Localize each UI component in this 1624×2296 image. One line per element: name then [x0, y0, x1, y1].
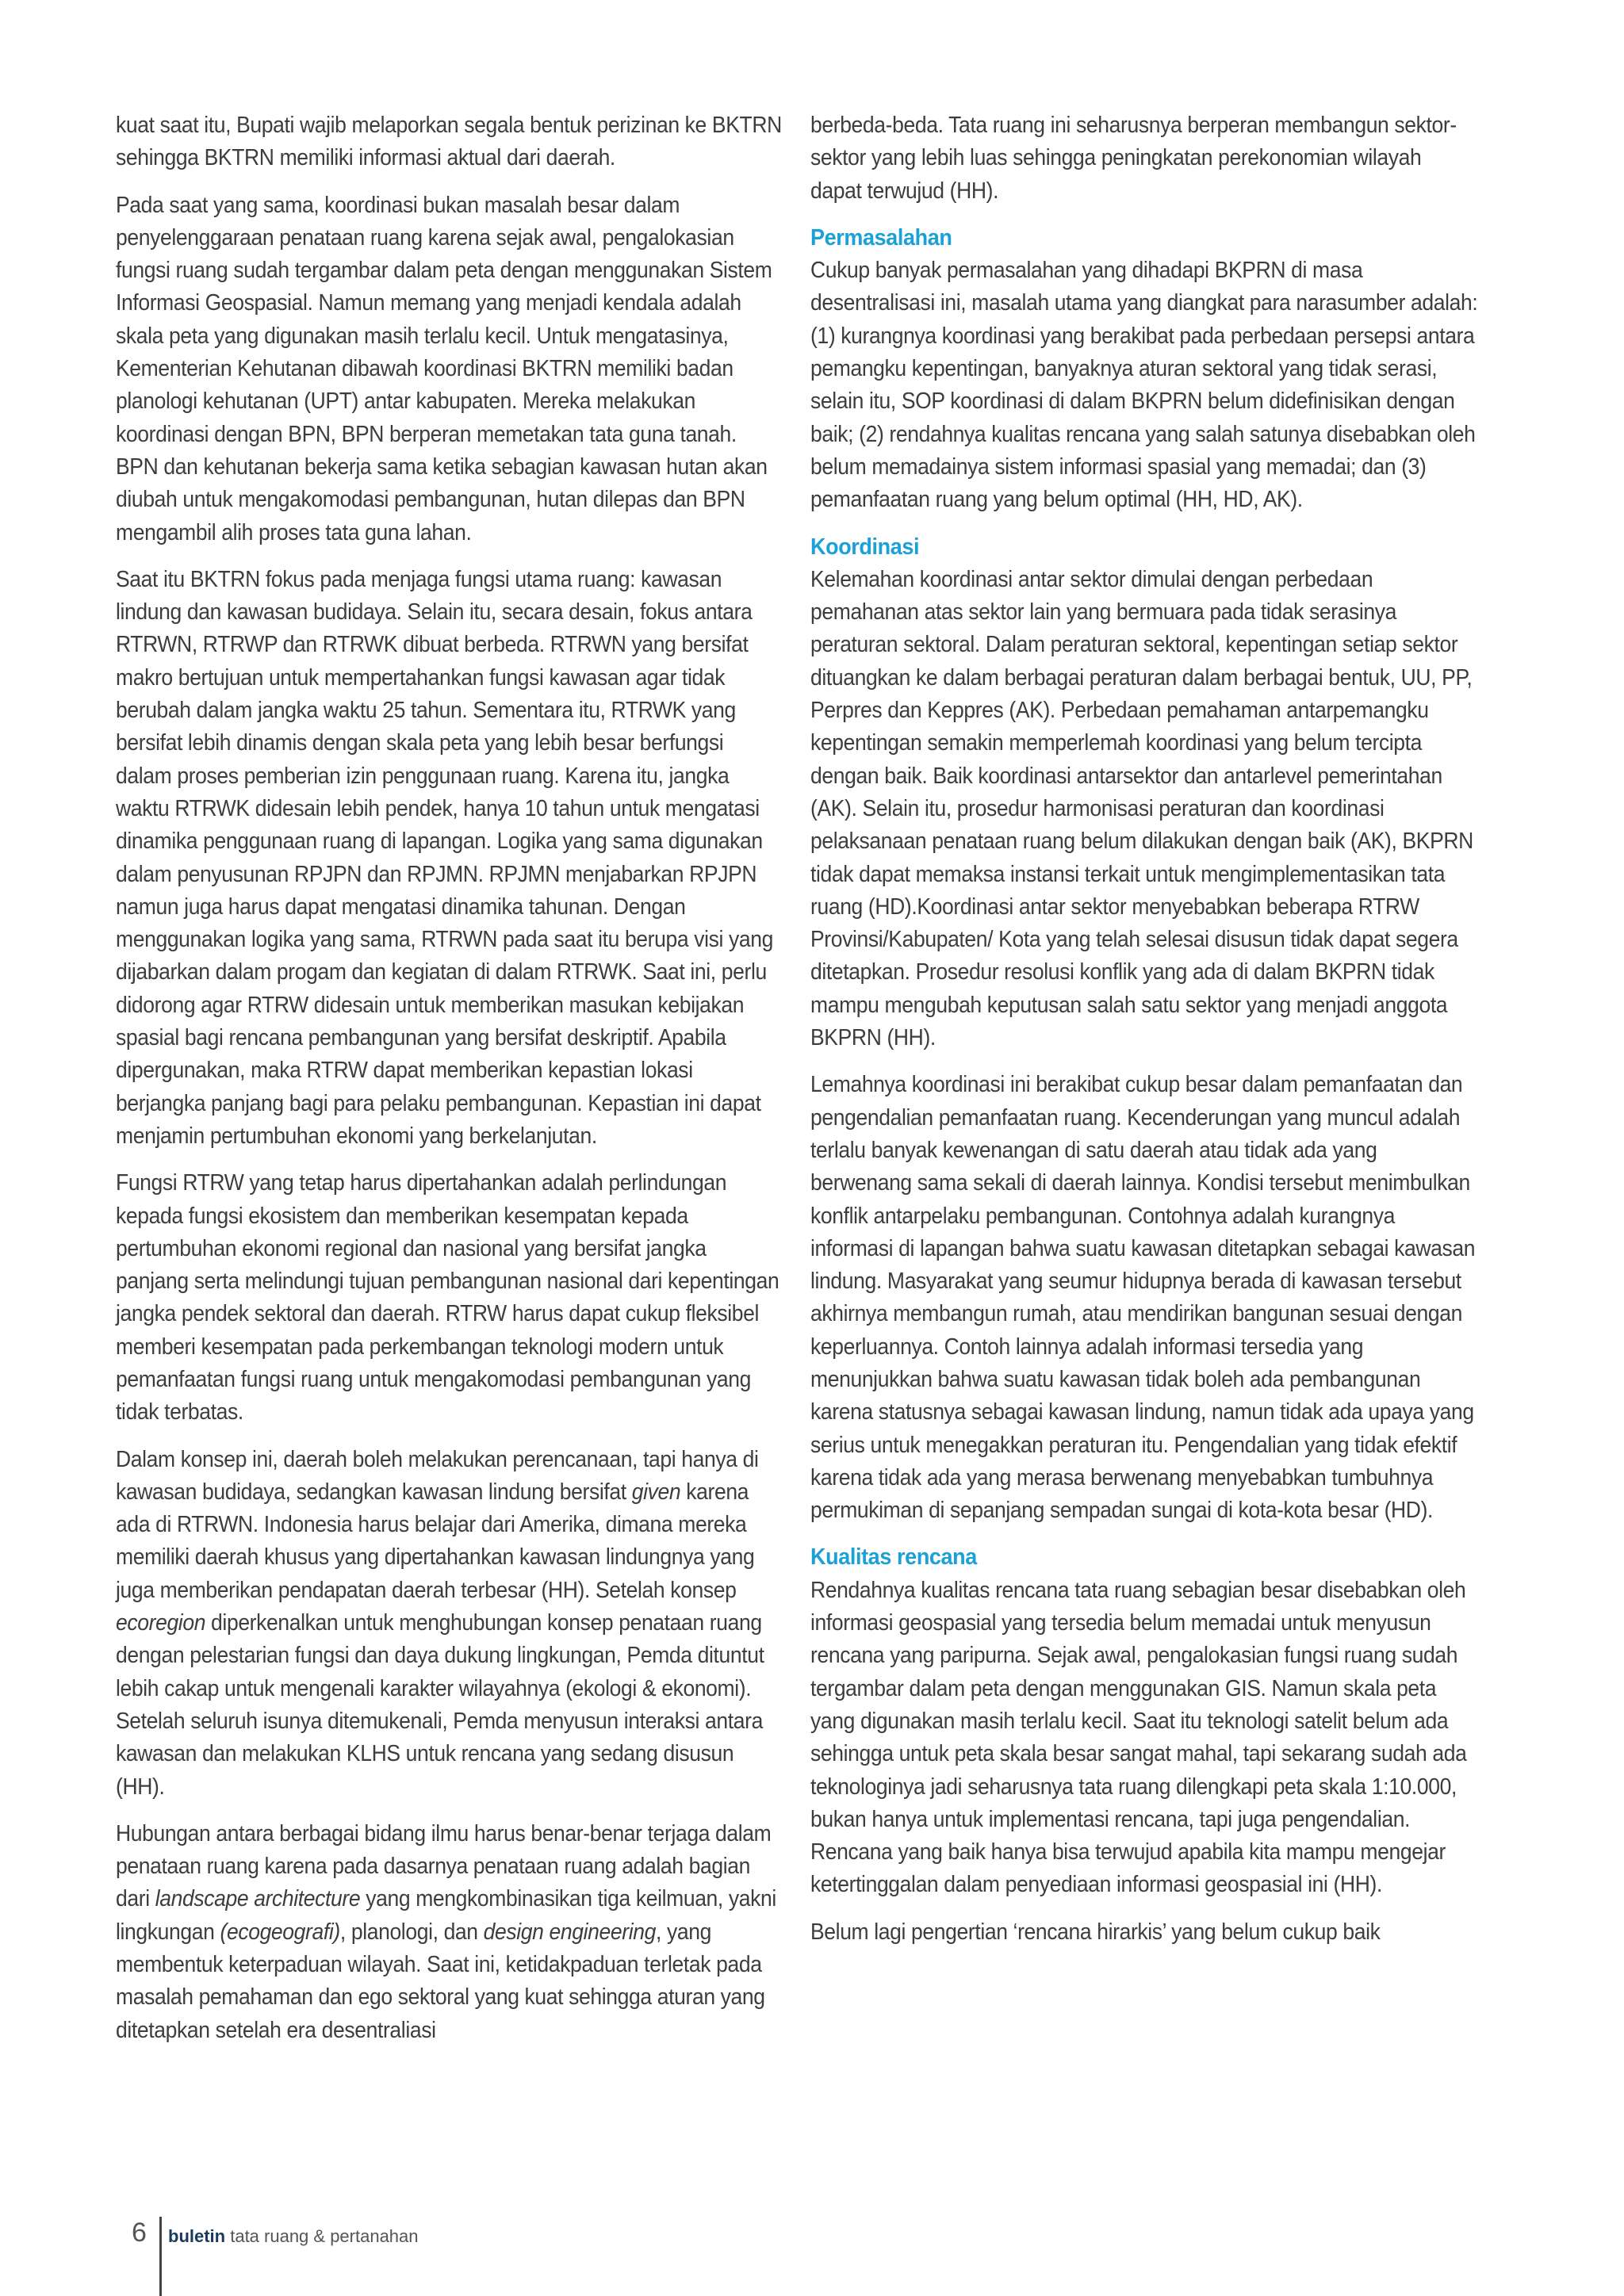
right-paragraph-2: Cukup banyak permasalahan yang dihadapi BKPRN di masa desentralisasi ini, masalah utama yang diangkat para narasumber adalah: (1) kurangnya koordinasi yang berakibat pada perbedaan persepsi antara pemangku kepentingan, banyaknya aturan sektoral yang tidak serasi, selain itu, SOP koordinasi di dalam BKPRN belum didefinisikan dengan baik; (2) rendahnya kualitas rencana yang salah satunya disebabkan oleh belum memadainya sistem informasi spasial yang memadai; dan (3) pemanfaatan ruang yang belum optimal (HH, HD, AK).	[810, 258, 1478, 513]
section-heading-koordinasi: Koordinasi	[810, 534, 920, 560]
left-paragraph-4: Fungsi RTRW yang tetap harus dipertahankan adalah perlindungan kepada fungsi ekosistem dan memberikan kesempatan kepada pertumbuhan ekonomi regional dan nasional yang bersifat jangka panjang serta melindungi tujuan pembangunan nasional dari kepentingan jangka pendek sektoral dan daerah. RTRW harus dapat cukup fleksibel memberi kesempatan pada perkembangan teknologi modern untuk pemanfaatan fungsi ruang untuk mengakomodasi pembangunan yang tidak terbatas.	[116, 1170, 779, 1425]
left-column	[116, 109, 783, 2061]
left-paragraph-3: Saat itu BKTRN fokus pada menjaga fungsi utama ruang: kawasan lindung dan kawasan budidaya. Selain itu, secara desain, fokus antara RTRWN, RTRWP dan RTRWK dibuat berbeda. RTRWN yang bersifat makro bertujuan untuk mempertahankan fungsi kawasan agar tidak berubah dalam jangka waktu 25 tahun. Sementara itu, RTRWK yang bersifat lebih dinamis dengan skala peta yang lebih besar berfungsi dalam proses pemberian izin penggunaan ruang. Karena itu, jangka waktu RTRWK didesain lebih pendek, hanya 10 tahun untuk mengatasi dinamika penggunaan ruang di lapangan. Logika yang sama digunakan dalam penyusunan RPJPN dan RPJMN. RPJMN menjabarkan RPJPN namun juga harus dapat mengatasi dinamika tahunan. Dengan menggunakan logika yang sama, RTRWN pada saat itu berupa visi yang dijabarkan dalam progam dan kegiatan di dalam RTRWK. Saat ini, perlu didorong agar RTRW didesain untuk memberikan masukan kebijakan spasial bagi rencana pembangunan yang bersifat deskriptif. Apabila dipergunakan, maka RTRW dapat memberikan kepastian lokasi berjangka panjang bagi para pelaku pembangunan. Kepastian ini dapat menjamin pertumbuhan ekonomi yang berkelanjutan.	[116, 566, 774, 1149]
left-paragraph-6	[116, 1818, 783, 2047]
section-heading-permasalahan: Permasalahan	[810, 224, 952, 251]
text-run: , yang membentuk keterpaduan wilayah. Saat ini, ketidakpaduan terletak pada masalah pemahaman dan ego sektoral yang kuat sehingga aturan yang ditetapkan setelah era desentraliasi	[116, 1919, 765, 2043]
text-run: karena ada di RTRWN. Indonesia harus belajar dari Amerika, dimana mereka memiliki daerah khusus yang dipertahankan kawasan lindungnya yang juga memberikan pendapatan daerah terbesar (HH). Setelah konsep	[116, 1479, 755, 1603]
text-run: diperkenalkan untuk menghubungan konsep penataan ruang dengan pelestarian fungsi dan daya dukung lingkungan, Pemda dituntut lebih cakap untuk mengenali karakter wilayahnya (ekologi & ekonomi). Setelah seluruh isunya ditemukenali, Pemda menyusun interaksi antara kawasan dan melakukan KLHS untuk rencana yang sedang disusun (HH).	[116, 1610, 764, 1800]
page-number: 6	[132, 2218, 147, 2248]
text-run: Hubungan antara berbagai bidang ilmu harus benar-benar terjaga dalam penataan ruang karena pada dasarnya penataan ruang adalah bagian dari	[116, 1820, 772, 1912]
text-run: yang mengkombinasikan tiga keilmuan, yakni lingkungan	[116, 1886, 776, 1945]
publication-title	[168, 2226, 419, 2247]
italic-term-ecoregion: ecoregion	[116, 1610, 206, 1636]
right-paragraph-5: Rendahnya kualitas rencana tata ruang sebagian besar disebabkan oleh informasi geospasial yang tersedia belum memadai untuk menyusun rencana yang paripurna. Sejak awal, pengalokasian fungsi ruang sudah tergambar dalam peta dengan menggunakan GIS. Namun skala peta yang digunakan masih terlalu kecil. Saat itu teknologi satelit belum ada sehingga untuk peta skala besar sangat mahal, tapi sekarang sudah ada teknologinya jadi seharusnya tata ruang dilengkapi peta skala 1:10.000, bukan hanya untuk implementasi rencana, tapi juga pengendalian. Rencana yang baik hanya bisa terwujud apabila kita mampu mengejar ketertinggalan dalam penyediaan informasi geospasial ini (HH).	[810, 1577, 1467, 1898]
right-paragraph-1: berbeda-beda. Tata ruang ini seharusnya berperan membangun sektor-sektor yang lebih luas sehingga peningkatan perekonomian wilayah dapat terwujud (HH).	[810, 113, 1457, 204]
left-paragraph-2: Pada saat yang sama, koordinasi bukan masalah besar dalam penyelenggaraan penataan ruang karena sejak awal, pengalokasian fungsi ruang sudah tergambar dalam peta dengan menggunakan Sistem Informasi Geospasial. Namun memang yang menjadi kendala adalah skala peta yang digunakan masih terlalu kecil. Untuk mengatasinya, Kementerian Kehutanan dibawah koordinasi BKTRN memiliki badan planologi kehutanan (UPT) antar kabupaten. Mereka melakukan koordinasi dengan BPN, BPN berperan memetakan tata guna tanah. BPN dan kehutanan bekerja sama ketika sebagian kawasan hutan akan diubah untuk mengakomodasi pembangunan, hutan dilepas dan BPN mengambil alih proses tata guna lahan.	[116, 192, 772, 545]
text-run: Dalam konsep ini, daerah boleh melakukan perencanaan, tapi hanya di kawasan budidaya, sedangkan kawasan lindung bersifat	[116, 1446, 759, 1505]
left-paragraph-1: kuat saat itu, Bupati wajib melaporkan segala bentuk perizinan ke BKTRN sehingga BKTRN memiliki informasi aktual dari daerah.	[116, 113, 782, 171]
publication-title-bold: buletin	[168, 2226, 226, 2246]
italic-term-landscape-architecture: landscape architecture	[155, 1886, 361, 1912]
right-paragraph-3: Kelemahan koordinasi antar sektor dimulai dengan perbedaan pemahanan atas sektor lain yang bermuara pada tidak serasinya peraturan sektoral. Dalam peraturan sektoral, kepentingan setiap sektor dituangkan ke dalam berbagai peraturan dalam berbagai bentuk, UU, PP, Perpres dan Keppres (AK). Perbedaan pemahaman antarpemangku kepentingan semakin memperlemah koordinasi yang belum tercipta dengan baik. Baik koordinasi antarsektor dan antarlevel pemerintahan (AK). Selain itu, prosedur harmonisasi peraturan dan koordinasi pelaksanaan penataan ruang belum dilakukan dengan baik (AK), BKPRN tidak dapat memaksa instansi terkait untuk mengimplementasikan tata ruang (HD).Koordinasi antar sektor menyebabkan beberapa RTRW Provinsi/Kabupaten/ Kota yang telah selesai disusun tidak dapat segera ditetapkan. Prosedur resolusi konflik yang ada di dalam BKPRN tidak mampu mengubah keputusan salah satu sektor yang menjadi anggota BKPRN (HH).	[810, 566, 1473, 1051]
left-paragraph-5	[116, 1444, 783, 1804]
right-column	[810, 109, 1478, 1963]
italic-term-design-engineering: design engineering	[483, 1919, 656, 1945]
text-run: , planologi, dan	[339, 1919, 484, 1945]
right-paragraph-4: Lemahnya koordinasi ini berakibat cukup besar dalam pemanfaatan dan pengendalian pemanfaatan ruang. Kecenderungan yang muncul adalah terlalu banyak kewenangan di satu daerah atau tidak ada yang berwenang sama sekali di daerah lainnya. Kondisi tersebut menimbulkan konflik antarpelaku pembangunan. Contohnya adalah kurangnya informasi di lapangan bahwa suatu kawasan ditetapkan sebagai kawasan lindung. Masyarakat yang seumur hidupnya berada di kawasan tersebut akhirnya membangun rumah, atau mendirikan bangunan sesuai dengan keperluannya. Contoh lainnya adalah informasi tersedia yang menunjukkan bahwa suatu kawasan tidak boleh ada pembangunan karena statusnya sebagai kawasan lindung, namun tidak ada upaya yang serius untuk menegakkan peraturan itu. Pengendalian yang tidak efektif karena tidak ada yang merasa berwenang menyebabkan tumbuhnya permukiman di sepanjang sempadan sungai di kota-kota besar (HD).	[810, 1072, 1476, 1524]
footer-divider	[159, 2217, 162, 2296]
italic-term-given: given	[631, 1479, 681, 1505]
section-heading-kualitas-rencana: Kualitas rencana	[810, 1544, 977, 1571]
italic-term-ecogeografi: (ecogeografi)	[220, 1919, 340, 1945]
publication-title-rest: tata ruang & pertanahan	[225, 2226, 419, 2246]
right-paragraph-6: Belum lagi pengertian ‘rencana hirarkis’ yang belum cukup baik	[810, 1919, 1381, 1945]
